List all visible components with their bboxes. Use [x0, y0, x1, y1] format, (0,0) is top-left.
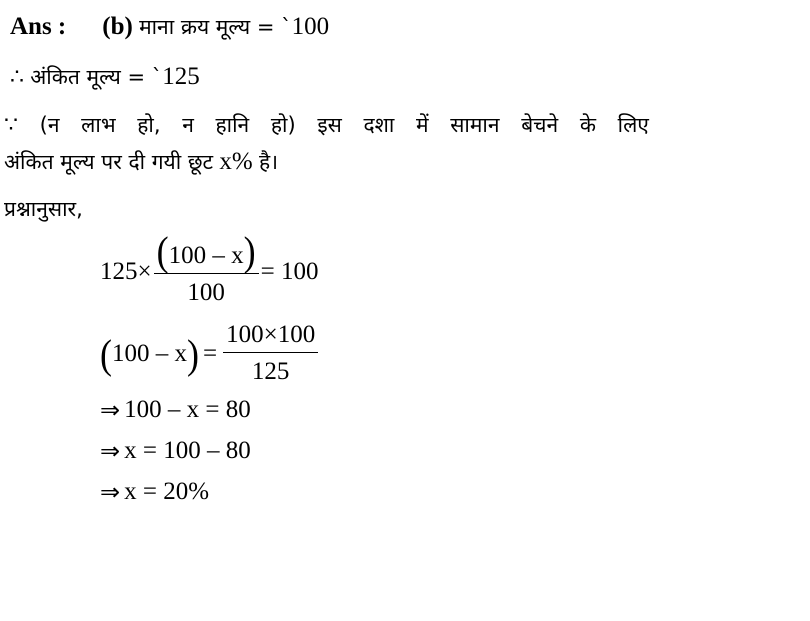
equation-1: [100, 228, 319, 308]
condition-word: हो,: [137, 113, 161, 137]
condition-word: में: [416, 113, 429, 137]
eq1-open-paren: (: [156, 228, 169, 274]
implies-arrow-icon: ⇒: [100, 478, 121, 506]
because-symbol: ∵: [4, 113, 18, 138]
step-line: [100, 478, 209, 506]
eq1-right: = 100: [260, 258, 319, 285]
step-line: [100, 396, 251, 424]
equation-2: [100, 320, 320, 387]
condition-word: हो): [270, 113, 296, 137]
condition-word: न: [182, 113, 194, 137]
eq2-equals: =: [203, 339, 218, 367]
eq1-numerator: [154, 228, 259, 274]
step-text: x = 100 – 80: [124, 437, 251, 464]
eq1-close-paren: ): [243, 228, 256, 274]
eq1-denominator: 100: [187, 279, 225, 306]
condition-word: (न: [39, 113, 60, 137]
eq2-inner: 100 – x: [112, 339, 187, 367]
condition-word: इस: [317, 113, 342, 137]
step-line: [100, 437, 251, 465]
therefore-symbol: ∴: [10, 65, 24, 90]
condition-word: के: [579, 113, 596, 137]
eq2-close-paren: ): [187, 330, 199, 377]
eq2-open-paren: (: [100, 330, 112, 377]
condition-word: लिए: [617, 113, 649, 137]
eq2-denominator: 125: [251, 358, 290, 385]
eq1-numerator-inner: 100 – x: [168, 242, 244, 269]
eq1-fraction: [154, 228, 259, 308]
condition-word: सामान: [450, 113, 500, 137]
discount-end: है।: [258, 150, 279, 174]
answer-option: (b): [102, 13, 133, 40]
marked-price-line: [10, 62, 200, 93]
discount-text: अंकित मूल्य पर दी गयी छूट: [4, 150, 214, 174]
eq2-fraction: [223, 320, 318, 387]
condition-word: लाभ: [81, 113, 116, 137]
condition-line-2: [4, 147, 278, 177]
implies-arrow-icon: ⇒: [100, 396, 121, 424]
implies-arrow-icon: ⇒: [100, 437, 121, 465]
answer-label: Ans :: [10, 13, 67, 40]
eq2-numerator: 100×100: [223, 320, 318, 353]
marked-price-value: 125: [162, 63, 200, 90]
condition-line: [4, 110, 649, 141]
condition-word: बेचने: [521, 113, 559, 137]
cost-price-label: माना क्रय मूल्य = `: [139, 15, 292, 39]
step-text: x = 20%: [124, 478, 210, 505]
condition-word: दशा: [363, 113, 395, 137]
answer-line: [10, 12, 329, 42]
discount-variable: x%: [219, 148, 253, 175]
question-label: प्रश्नानुसार,: [4, 197, 83, 221]
cost-price-value: 100: [291, 13, 330, 40]
eq1-left: 125×: [100, 258, 152, 285]
marked-price-label: अंकित मूल्य = `: [30, 65, 163, 89]
condition-word: हानि: [215, 113, 250, 137]
step-text: 100 – x = 80: [124, 396, 251, 423]
